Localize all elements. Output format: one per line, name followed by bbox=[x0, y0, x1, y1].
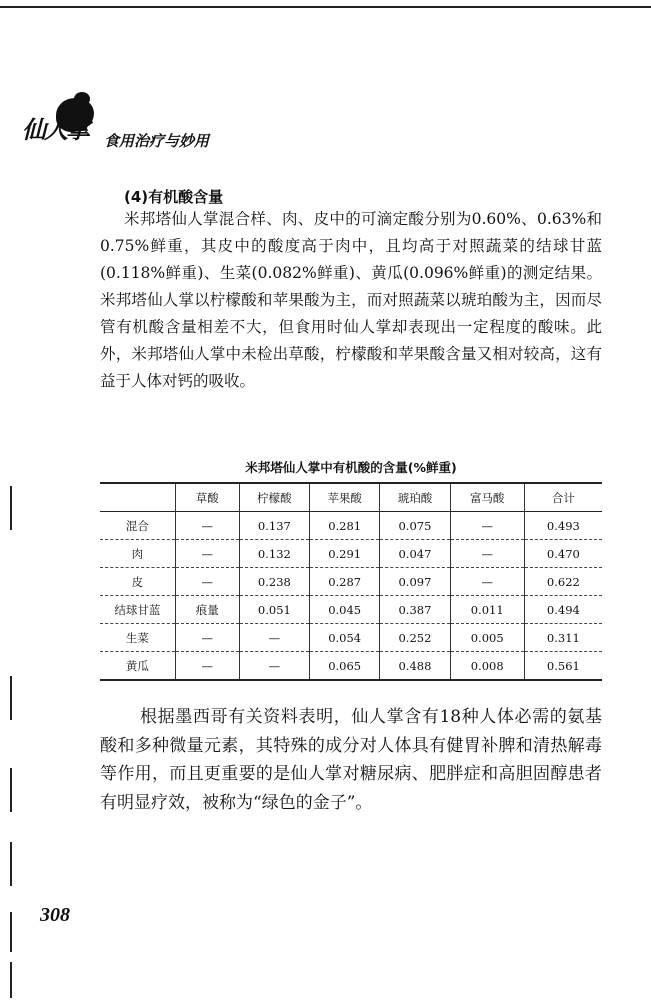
table-cell: 0.281 bbox=[310, 512, 380, 540]
table-cell: 0.011 bbox=[450, 596, 524, 624]
table-cell: — bbox=[239, 652, 309, 681]
table-cell: 0.488 bbox=[380, 652, 450, 681]
table-cell: — bbox=[175, 568, 239, 596]
scan-margin-mark bbox=[10, 676, 12, 720]
table-cell: 痕量 bbox=[175, 596, 239, 624]
table-cell: — bbox=[175, 512, 239, 540]
table-header-cell: 琥珀酸 bbox=[380, 483, 450, 512]
table-cell: 0.045 bbox=[310, 596, 380, 624]
table-cell: 0.622 bbox=[524, 568, 602, 596]
table-cell: 0.252 bbox=[380, 624, 450, 652]
table-cell: 0.051 bbox=[239, 596, 309, 624]
scan-margin-mark bbox=[10, 768, 12, 812]
table-cell: 生菜 bbox=[125, 630, 149, 645]
table-cell: — bbox=[175, 540, 239, 568]
paragraph-health-benefits: 根据墨西哥有关资料表明，仙人掌含有18种人体必需的氨基酸和多种微量元素，其特殊的成分对人体具有健胃补脾和清热解毒等作用，而且更重要的是仙人掌对糖尿病、肥胖症和高胆固醇患者有明显疗效，被称为“绿色的金子”。 bbox=[100, 707, 602, 813]
table-cell: 肉 bbox=[131, 546, 144, 561]
table-cell: 0.137 bbox=[239, 512, 309, 540]
table-cell: — bbox=[450, 540, 524, 568]
table-cell: 0.054 bbox=[310, 624, 380, 652]
scan-margin-mark bbox=[10, 912, 12, 952]
table-cell: 皮 bbox=[131, 574, 144, 589]
scan-margin-mark bbox=[10, 486, 12, 530]
table-cell: 0.008 bbox=[450, 652, 524, 681]
table-cell: — bbox=[239, 624, 309, 652]
table-header-row bbox=[100, 483, 602, 512]
table-row bbox=[100, 540, 602, 568]
paragraph-organic-acid: 米邦塔仙人掌混合样、肉、皮中的可滴定酸分别为0.60%、0.63%和0.75%鲜重，其皮中的酸度高于肉中，且均高于对照蔬菜的结球甘蓝(0.118%鲜重)、生菜(0.082%鲜重)、黄瓜(0.096%鲜重)的测定结果。米邦塔仙人掌以柠檬酸和苹果酸为主，而对照蔬菜以琥珀酸为主，因而尽管有机酸含量相差不大，但食用时仙人掌却表现出一定程度的酸味。此外，米邦塔仙人掌中未检出草酸，柠檬酸和苹果酸含量又相对较高，这有益于人体对钙的吸收。 bbox=[100, 210, 602, 390]
table-header-cell: 合计 bbox=[524, 483, 602, 512]
table-cell: 黄瓜 bbox=[125, 658, 149, 673]
table-cell: 0.047 bbox=[380, 540, 450, 568]
table-cell: 0.291 bbox=[310, 540, 380, 568]
table-header-cell bbox=[100, 483, 175, 512]
table-cell: — bbox=[175, 624, 239, 652]
logo-title: 仙人掌 bbox=[22, 115, 88, 144]
table-cell: 0.132 bbox=[239, 540, 309, 568]
table-cell: 0.097 bbox=[380, 568, 450, 596]
table-cell: 0.561 bbox=[524, 652, 602, 681]
table-header-cell: 柠檬酸 bbox=[239, 483, 309, 512]
table-header-cell: 草酸 bbox=[175, 483, 239, 512]
header-logo bbox=[22, 92, 282, 162]
scan-margin-mark bbox=[10, 962, 12, 998]
table-cell: — bbox=[450, 512, 524, 540]
table-cell: 0.005 bbox=[450, 624, 524, 652]
table-row bbox=[100, 652, 602, 681]
top-rule bbox=[0, 6, 651, 8]
table-cell: 0.493 bbox=[524, 512, 602, 540]
scan-margin-mark bbox=[10, 842, 12, 886]
table-header-cell: 苹果酸 bbox=[310, 483, 380, 512]
table-cell: 0.311 bbox=[524, 624, 602, 652]
table-row bbox=[100, 568, 602, 596]
logo-subtitle: 食用治疗与妙用 bbox=[104, 132, 210, 150]
table-cell: 0.238 bbox=[239, 568, 309, 596]
table-cell: 0.065 bbox=[310, 652, 380, 681]
cactus-logo-bud-icon bbox=[74, 92, 90, 106]
table-header-cell: 富马酸 bbox=[450, 483, 524, 512]
section-title: (4)有机酸含量 bbox=[124, 188, 224, 206]
table-cell: 结球甘蓝 bbox=[114, 602, 161, 617]
table-title: 米邦塔仙人掌中有机酸的含量(%鲜重) bbox=[245, 460, 457, 475]
table-cell: 0.287 bbox=[310, 568, 380, 596]
table-row bbox=[100, 596, 602, 624]
table-cell: 0.075 bbox=[380, 512, 450, 540]
table-cell: 混合 bbox=[125, 518, 149, 533]
table-row bbox=[100, 624, 602, 652]
table-cell: — bbox=[175, 652, 239, 681]
page-number: 308 bbox=[40, 904, 70, 926]
table-row bbox=[100, 512, 602, 540]
organic-acid-table bbox=[100, 482, 602, 681]
table-cell: 0.494 bbox=[524, 596, 602, 624]
table-cell: — bbox=[450, 568, 524, 596]
table-cell: 0.387 bbox=[380, 596, 450, 624]
table-cell: 0.470 bbox=[524, 540, 602, 568]
